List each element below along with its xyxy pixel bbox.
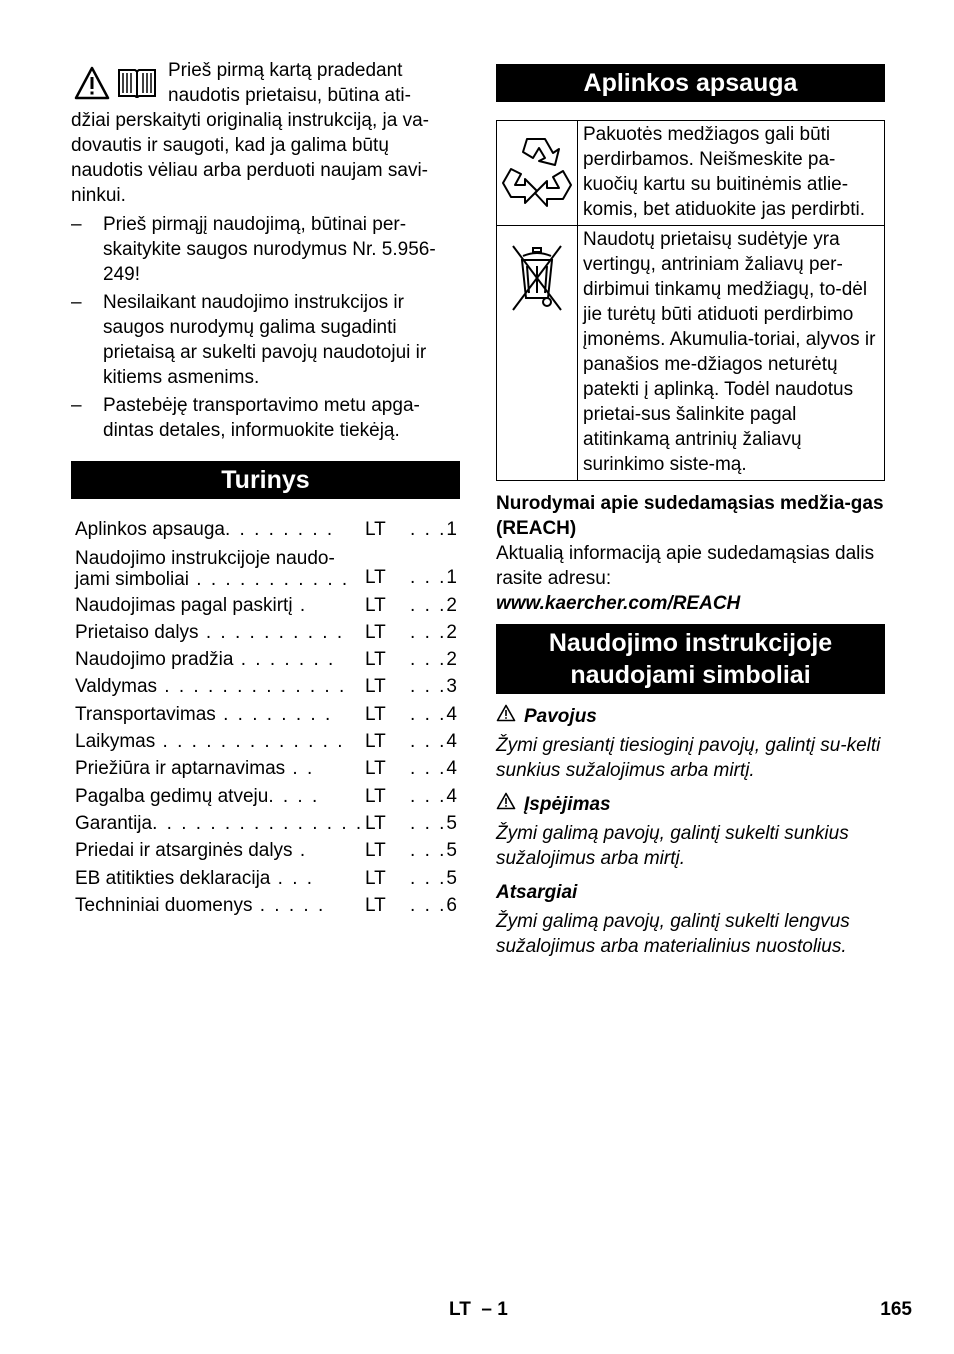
warning-triangle-icon xyxy=(496,704,516,729)
list-item xyxy=(71,212,460,287)
right-column xyxy=(496,64,885,968)
toc-entry-lang: LT xyxy=(365,758,386,780)
table-row xyxy=(497,121,885,226)
toc-entry[interactable] xyxy=(75,754,460,781)
toc-entry-title: Garantija xyxy=(75,812,153,834)
crossed-bin-icon xyxy=(507,302,567,323)
toc-leader: . . . . . . . . . . xyxy=(198,621,345,643)
toc-entry-page: . . .2 xyxy=(410,649,459,671)
toc-heading: Turinys xyxy=(71,461,460,499)
intro-icons xyxy=(74,66,158,107)
symbol-label-warning: Įspėjimas xyxy=(524,794,611,815)
toc-entry-lang: LT xyxy=(365,594,386,616)
icon-cell xyxy=(497,121,578,226)
toc-entry-page: . . .2 xyxy=(410,621,459,643)
toc-entry-lang: LT xyxy=(365,867,386,889)
toc-entry-title: Prietaiso dalys xyxy=(75,621,199,643)
list-item xyxy=(496,792,885,871)
toc-entry-title: Valdymas xyxy=(75,676,158,698)
toc-entry-lang: LT xyxy=(365,676,386,698)
toc-leader: . . . . . . . . . . . xyxy=(189,569,350,591)
toc-leader: . . . . . . . . . . . . . xyxy=(155,731,345,753)
icon-cell xyxy=(497,226,578,481)
toc-entry-lang: LT xyxy=(365,649,386,671)
toc-entry[interactable] xyxy=(75,727,460,754)
list-item xyxy=(71,290,460,390)
toc-leader: . . . . . xyxy=(252,894,326,916)
table-of-contents xyxy=(71,515,460,918)
toc-leader: . xyxy=(292,840,308,862)
toc-entry[interactable] xyxy=(75,891,460,918)
toc-entry[interactable] xyxy=(75,809,460,836)
warning-triangle-icon xyxy=(74,66,110,107)
toc-entry[interactable] xyxy=(75,618,460,645)
toc-entry[interactable] xyxy=(75,836,460,863)
toc-leader: . . . . . . . . . . . . . . . xyxy=(152,812,364,834)
toc-entry-page: . . .1 xyxy=(410,519,459,541)
toc-entry-lang: LT xyxy=(365,785,386,807)
symbol-label-caution: Atsargiai xyxy=(496,882,578,903)
symbols-list xyxy=(496,704,885,959)
toc-entry[interactable] xyxy=(75,699,460,726)
disposal-text: Naudotų prietaisų sudėtyje yra vertingų, antriniam žaliavų per-dirbimui tinkamų medžiagų, to-dėl jie turėtų būti atiduoti perdirbimo įmonėms. Akumulia-toriai, alyvos ir panašios me-džiagos neturėtų patekti į aplinką. Todėl naudotus prietai-sus šalinkite pagal atitinkamą antrinių žaliavų surinkimo siste-mą. xyxy=(578,226,885,481)
toc-entry-page: . . .6 xyxy=(410,894,459,916)
toc-entry-lang: LT xyxy=(365,567,386,589)
intro-second-line: naudotis prietaisu, būtina ati- xyxy=(168,85,411,106)
toc-leader: . . . xyxy=(270,867,315,889)
reach-text: Aktualią informaciją apie sudedamąsias dalis rasite adresu: xyxy=(496,543,875,589)
toc-entry[interactable] xyxy=(75,863,460,890)
toc-entry-lang: LT xyxy=(365,519,386,541)
page-number: 165 xyxy=(880,1299,912,1320)
environment-table xyxy=(496,120,885,481)
toc-leader: . xyxy=(292,594,308,616)
toc-entry[interactable] xyxy=(75,590,460,617)
toc-entry-page: . . .1 xyxy=(410,567,459,589)
toc-entry-lang: LT xyxy=(365,894,386,916)
toc-entry-page: . . .4 xyxy=(410,731,459,753)
toc-entry[interactable] xyxy=(75,645,460,672)
toc-entry-title: Priedai ir atsarginės dalys xyxy=(75,840,293,862)
toc-entry-lang: LT xyxy=(365,703,386,725)
toc-entry-lang: LT xyxy=(365,731,386,753)
toc-leader: . . . . xyxy=(268,785,320,807)
toc-entry-page: . . .4 xyxy=(410,785,459,807)
symbols-heading: Naudojimo instrukcijoje naudojami simboliai xyxy=(496,624,885,694)
list-item xyxy=(71,393,460,443)
toc-entry-title: Transportavimas xyxy=(75,703,216,725)
toc-entry-title: Laikymas xyxy=(75,731,156,753)
toc-entry-page: . . .2 xyxy=(410,594,459,616)
toc-entry[interactable] xyxy=(75,781,460,808)
list-item xyxy=(496,880,885,959)
toc-entry-lang: LT xyxy=(365,840,386,862)
toc-entry-title: Naudojimas pagal paskirtį xyxy=(75,594,293,616)
toc-entry-lang: LT xyxy=(365,812,386,834)
toc-leader: . . . . . . . . . . . . . xyxy=(157,676,347,698)
toc-leader: . . . . . . . . xyxy=(215,703,333,725)
toc-entry-title: Pagalba gedimų atveju xyxy=(75,785,269,807)
toc-entry-page: . . .4 xyxy=(410,703,459,725)
toc-entry-lang: LT xyxy=(365,621,386,643)
toc-entry[interactable] xyxy=(75,542,460,590)
manual-book-icon xyxy=(116,66,158,107)
recycle-icon xyxy=(499,195,575,216)
symbol-desc: Žymi galimą pavojų, galintį sukelti lengvus sužalojimus arba materialinius nuostolius. xyxy=(496,911,850,957)
symbol-desc: Žymi gresiantį tiesioginį pavojų, galintį su-kelti sunkius sužalojimus arba mirtį. xyxy=(496,735,881,781)
toc-entry[interactable] xyxy=(75,515,460,542)
environment-heading: Aplinkos apsauga xyxy=(496,64,885,102)
reach-heading: Nurodymai apie sudedamąsias medžia-gas (REACH) xyxy=(496,493,884,539)
toc-leader: . . . . . . . xyxy=(233,649,336,671)
left-column xyxy=(71,58,460,918)
toc-entry-page: . . .5 xyxy=(410,867,459,889)
warning-triangle-icon xyxy=(496,792,516,817)
intro-bullet-list xyxy=(71,212,460,443)
toc-leader: . . xyxy=(285,758,315,780)
toc-entry-title: EB atitikties deklaracija xyxy=(75,867,271,889)
intro-first-line: Prieš pirmą kartą pradedant xyxy=(168,60,403,81)
symbol-desc: Žymi galimą pavojų, galintį sukelti sunkius sužalojimus arba mirtį. xyxy=(496,823,849,869)
toc-entry-title: Aplinkos apsauga xyxy=(75,519,225,541)
bullet-dash: – xyxy=(71,292,82,313)
toc-entry-page: . . .5 xyxy=(410,840,459,862)
list-item xyxy=(496,704,885,783)
toc-entry-page: . . .4 xyxy=(410,758,459,780)
toc-leader: . . . . . . . . xyxy=(225,519,335,541)
toc-entry-title: Naudojimo instrukcijoje naudo-jami simboliai xyxy=(75,548,335,591)
toc-entry-page: . . .3 xyxy=(410,676,459,698)
footer-section-label: LT – 1 xyxy=(449,1299,508,1320)
bullet-text: Pastebėję transportavimo metu apga-dintas detales, informuokite tiekėją. xyxy=(103,395,420,441)
bullet-text: Nesilaikant naudojimo instrukcijos ir saugos nurodymų galima sugadinti prietaisą ar sukelti pavojų naudotojui ir kitiems asmenims. xyxy=(103,292,427,388)
symbol-label-danger: Pavojus xyxy=(524,706,597,727)
table-row xyxy=(497,226,885,481)
toc-entry-page: . . .5 xyxy=(410,812,459,834)
intro-section xyxy=(71,58,460,443)
toc-entry-title: Naudojimo pradžia xyxy=(75,649,234,671)
bullet-text: Prieš pirmąjį naudojimą, būtinai per-skaitykite saugos nurodymus Nr. 5.956-249! xyxy=(103,214,436,285)
bullet-dash: – xyxy=(71,214,82,235)
toc-entry[interactable] xyxy=(75,672,460,699)
reach-link[interactable]: www.kaercher.com/REACH xyxy=(496,593,741,614)
recycle-text: Pakuotės medžiagos gali būti perdirbamos. Neišmeskite pa-kuočių kartu su buitinėmis atlie-komis, bet atiduokite jas perdirbti. xyxy=(578,121,885,226)
bullet-dash: – xyxy=(71,395,82,416)
toc-entry-title: Techniniai duomenys xyxy=(75,894,253,916)
intro-paragraph: džiai perskaityti originalią instrukciją, ja va-dovautis ir saugoti, kad ja galima būtų naudotis vėliau arba perduoti naujam savi-ninkui. xyxy=(71,110,429,206)
toc-entry-title: Priežiūra ir aptarnavimas xyxy=(75,758,286,780)
